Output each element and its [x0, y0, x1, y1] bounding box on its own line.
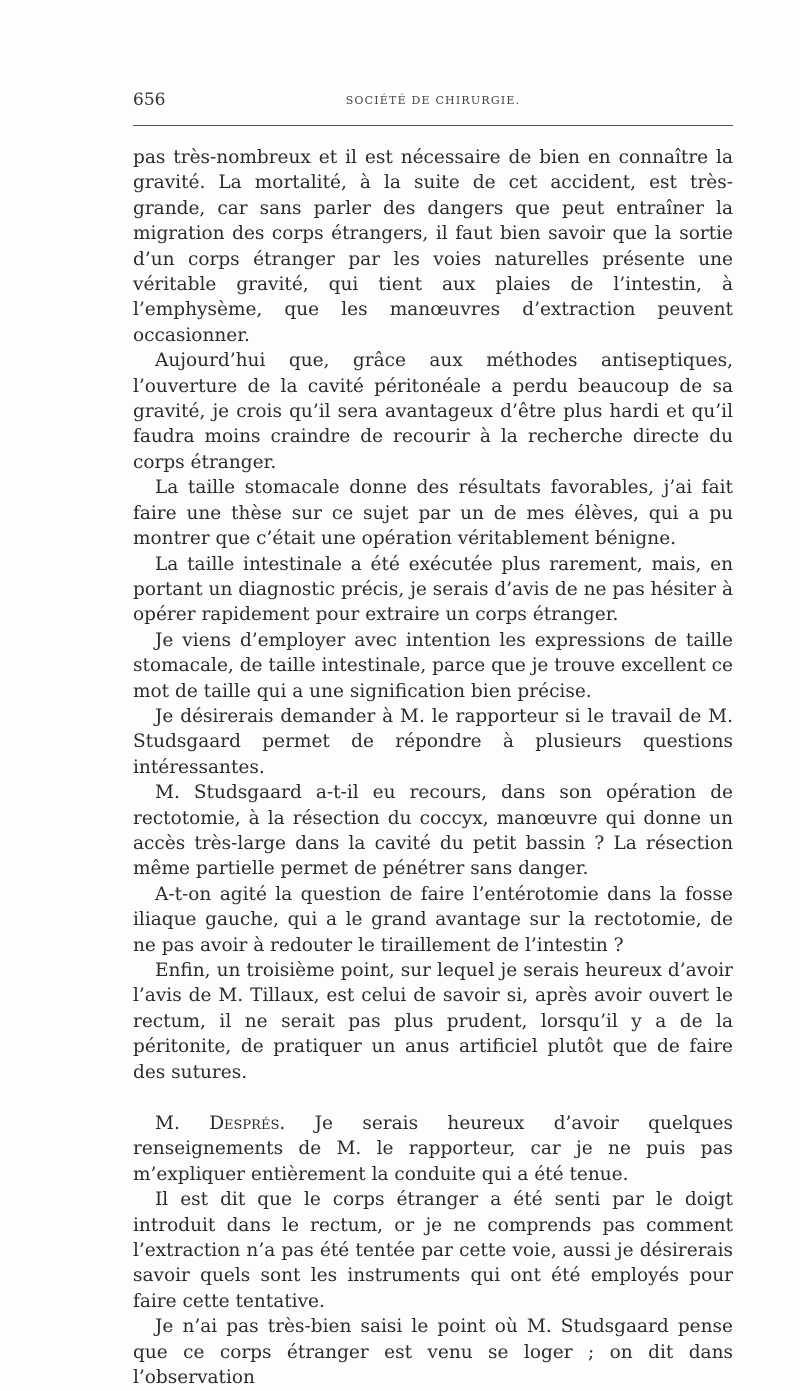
body-text	[133, 145, 733, 1391]
paragraph-4: La taille intestinale a été exécutée plus rarement, mais, en portant un diagnostic précis, je serais d’avis de ne pas hésiter à opérer rapidement pour extraire un corps étranger.	[133, 553, 733, 626]
paragraph-8: A-t-on agité la question de faire l’entérotomie dans la fosse iliaque gauche, qui a le grand avantage sur la rectotomie, de ne pas avoir à redouter le tiraillement de l’intestin ?	[133, 883, 733, 956]
speaker-paragraph	[133, 1111, 733, 1187]
page-number: 656	[133, 90, 166, 110]
paragraph-5: Je viens d’employer avec intention les expressions de taille stomacale, de taille intestinale, parce que je trouve excellent ce mot de taille qui a une signification bien précise.	[133, 629, 733, 702]
running-title: SOCIÉTÉ DE CHIRURGIE.	[345, 94, 521, 107]
paragraph-6: Je désirerais demander à M. le rapporteur si le travail de M. Studsgaard permet de répondre à plusieurs questions intéressantes.	[133, 705, 733, 778]
speaker-name: Després	[209, 1113, 280, 1135]
paragraph-after-2: Je n’ai pas très-bien saisi le point où M. Studsgaard pense que ce corps étranger est venu se loger ; on dit dans l’observation	[133, 1316, 733, 1389]
paragraph-9: Enfin, un troisième point, sur lequel je serais heureux d’avoir l’avis de M. Tillaux, est celui de savoir si, après avoir ouvert le rectum, il ne serait pas plus prudent, lorsqu’il y a de la péritonite, de pratiquer un anus artificiel plutôt que de faire des sutures.	[133, 960, 733, 1083]
paragraph-7: M. Studsgaard a-t-il eu recours, dans son opération de rectotomie, à la résection du coccyx, manœuvre qui donne un accès très-large dans la cavité du petit bassin ? La résection même partielle permet de pénétrer sans danger.	[133, 782, 733, 880]
page-header	[133, 90, 733, 114]
paragraph-after-1: Il est dit que le corps étranger a été senti par le doigt introduit dans le rectum, or je ne comprends pas comment l’extraction n’a pas été tentée par cette voie, aussi je désirerais savoir quels sont les instruments qui ont été employés pour faire cette tentative.	[133, 1189, 733, 1312]
speaker-separator: .	[279, 1113, 286, 1135]
paragraph-1: pas très-nombreux et il est nécessaire de bien en connaître la gravité. La mortalité, à la suite de cet accident, est très-grande, car sans parler des dangers que peut entraîner la migration des corps étrangers, il faut bien savoir que la sortie d’un corps étranger par les voies naturelles présente une véritable gravité, qui tient aux plaies de l’intestin, à l’emphysème, que les manœuvres d’extraction peuvent occasionner.	[133, 147, 733, 346]
speaker-prefix: M.	[155, 1113, 180, 1135]
section-gap	[133, 1085, 733, 1111]
paragraph-2: Aujourd’hui que, grâce aux méthodes antiseptiques, l’ouverture de la cavité péritonéale a perdu beaucoup de sa gravité, je crois qu’il sera avantageux d’être plus hardi et qu’il faudra moins craindre de recourir à la recherche directe du corps étranger.	[133, 350, 733, 473]
header-rule	[133, 125, 733, 126]
speaker-text: Je serais heureux d’avoir quelques renseignements de M. le rapporteur, car je ne puis pas m’expliquer entièrement la conduite qui a été tenue.	[133, 1113, 733, 1185]
paragraph-3: La taille stomacale donne des résultats favorables, j’ai fait faire une thèse sur ce sujet par un de mes élèves, qui a pu montrer que c’était une opération véritablement bénigne.	[133, 477, 733, 550]
